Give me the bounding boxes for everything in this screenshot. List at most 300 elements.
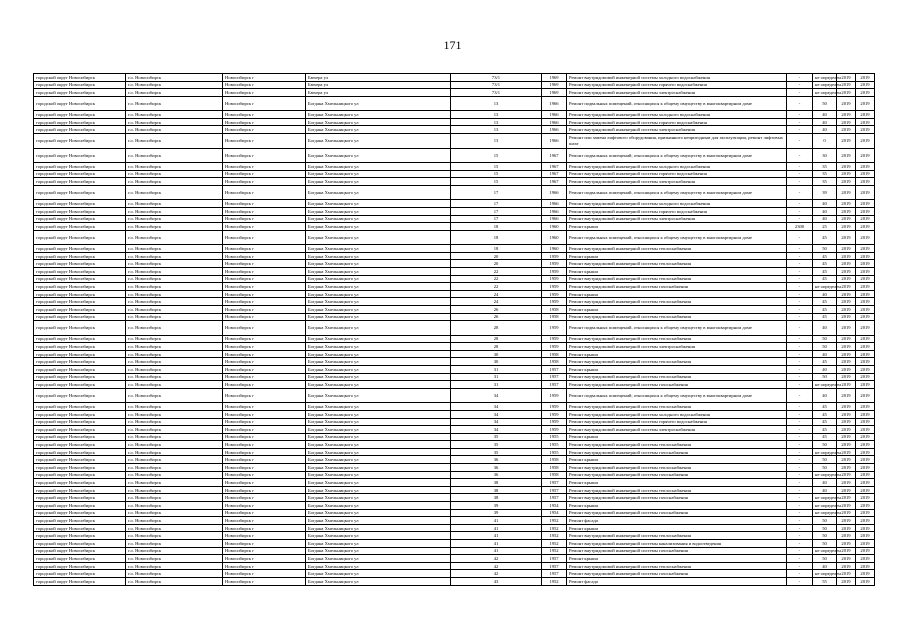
house-cell: 17: [451, 215, 542, 223]
cost-cell: 50: [813, 540, 837, 548]
okrug-cell: городской округ Новосибирск: [34, 456, 126, 464]
city-cell: Новосибирск г: [223, 456, 306, 464]
table-row: [34, 268, 875, 276]
cost-cell: 35: [813, 170, 837, 178]
work-cell: Ремонт внутридомовой инженерной системы холодного водоснабжения: [567, 200, 787, 208]
work-cell: Ремонт внутридомовой инженерной системы газоснабжения: [567, 570, 787, 578]
okrug-cell: городской округ Новосибирск: [34, 81, 126, 89]
city-cell: Новосибирск г: [223, 373, 306, 381]
city-type-cell: г.о. Новосибирск: [126, 134, 223, 149]
city-cell: Новосибирск г: [223, 577, 306, 585]
table-row: [34, 96, 875, 111]
plan-year-end-cell: 2019: [856, 441, 875, 449]
city-type-cell: г.о. Новосибирск: [126, 448, 223, 456]
street-cell: Богдана Хмельницкого ул: [306, 373, 451, 381]
city-type-cell: г.о. Новосибирск: [126, 215, 223, 223]
year-cell: 1959: [542, 403, 567, 411]
house-cell: 36: [451, 464, 542, 472]
cost-cell: 45: [813, 358, 837, 366]
street-cell: Богдана Хмельницкого ул: [306, 298, 451, 306]
plan-year-start-cell: 2019: [837, 207, 856, 215]
plan-year-start-cell: 2019: [837, 170, 856, 178]
plan-year-start-cell: 2019: [837, 283, 856, 291]
table-row: [34, 426, 875, 434]
plan-year-start-cell: 2019: [837, 81, 856, 89]
year-cell: 1969: [542, 89, 567, 97]
cost-cell: 45: [813, 426, 837, 434]
city-cell: Новосибирск г: [223, 486, 306, 494]
area-cell: -: [787, 433, 813, 441]
table-row: [34, 170, 875, 178]
work-cell: Ремонт внутридомовой инженерной системы электроснабжения: [567, 126, 787, 134]
table-row: [34, 111, 875, 119]
city-type-cell: г.о. Новосибирск: [126, 290, 223, 298]
work-cell: Ремонт крыши: [567, 305, 787, 313]
plan-year-end-cell: 2019: [856, 502, 875, 510]
year-cell: 1959: [542, 298, 567, 306]
okrug-cell: городской округ Новосибирск: [34, 350, 126, 358]
okrug-cell: городской округ Новосибирск: [34, 433, 126, 441]
work-cell: Ремонт внутридомовой инженерной системы теплоснабжения: [567, 562, 787, 570]
plan-year-start-cell: 2019: [837, 230, 856, 245]
street-cell: Бюхера ул: [306, 74, 451, 82]
table-row: [34, 81, 875, 89]
okrug-cell: городской округ Новосибирск: [34, 163, 126, 171]
house-cell: 24: [451, 298, 542, 306]
year-cell: 1957: [542, 562, 567, 570]
work-cell: Ремонт внутридомовой инженерной системы горячего водоснабжения: [567, 81, 787, 89]
city-type-cell: г.о. Новосибирск: [126, 456, 223, 464]
year-cell: 1954: [542, 509, 567, 517]
year-cell: 1959: [542, 252, 567, 260]
street-cell: Богдана Хмельницкого ул: [306, 441, 451, 449]
area-cell: -: [787, 524, 813, 532]
okrug-cell: городской округ Новосибирск: [34, 577, 126, 585]
table-row: [34, 381, 875, 389]
plan-year-end-cell: 2019: [856, 96, 875, 111]
city-type-cell: г.о. Новосибирск: [126, 148, 223, 163]
plan-year-end-cell: 2019: [856, 81, 875, 89]
table-row: [34, 207, 875, 215]
table-row: [34, 223, 875, 231]
cost-cell: не определен: [813, 74, 837, 82]
plan-year-start-cell: 2019: [837, 448, 856, 456]
area-cell: -: [787, 118, 813, 126]
house-cell: 42: [451, 555, 542, 563]
city-type-cell: г.о. Новосибирск: [126, 547, 223, 555]
house-cell: 42: [451, 570, 542, 578]
plan-year-start-cell: 2019: [837, 517, 856, 525]
work-cell: Ремонт подвальных помещений, относящихся к общему имуществу в многоквартирном доме: [567, 96, 787, 111]
street-cell: Богдана Хмельницкого ул: [306, 381, 451, 389]
table-body: [34, 74, 875, 586]
plan-year-end-cell: 2019: [856, 148, 875, 163]
okrug-cell: городской округ Новосибирск: [34, 298, 126, 306]
cost-cell: 40: [813, 479, 837, 487]
table-row: [34, 366, 875, 374]
year-cell: 1966: [542, 118, 567, 126]
street-cell: Богдана Хмельницкого ул: [306, 426, 451, 434]
area-cell: -: [787, 321, 813, 336]
plan-year-start-cell: 2019: [837, 358, 856, 366]
street-cell: Богдана Хмельницкого ул: [306, 479, 451, 487]
table-row: [34, 555, 875, 563]
plan-year-start-cell: 2019: [837, 268, 856, 276]
area-cell: -: [787, 170, 813, 178]
cost-cell: 45: [813, 433, 837, 441]
plan-year-end-cell: 2019: [856, 358, 875, 366]
plan-year-start-cell: 2019: [837, 305, 856, 313]
area-cell: -: [787, 471, 813, 479]
okrug-cell: городской округ Новосибирск: [34, 134, 126, 149]
plan-year-end-cell: 2019: [856, 268, 875, 276]
street-cell: Богдана Хмельницкого ул: [306, 215, 451, 223]
cost-cell: 45: [813, 268, 837, 276]
street-cell: Богдана Хмельницкого ул: [306, 290, 451, 298]
plan-year-end-cell: 2019: [856, 178, 875, 186]
okrug-cell: городской округ Новосибирск: [34, 509, 126, 517]
area-cell: -: [787, 570, 813, 578]
work-cell: Ремонт внутридомовой инженерной системы электроснабжения: [567, 343, 787, 351]
cost-cell: 39: [813, 185, 837, 200]
street-cell: Богдана Хмельницкого ул: [306, 178, 451, 186]
area-cell: -: [787, 81, 813, 89]
house-cell: 18: [451, 230, 542, 245]
table-row: [34, 126, 875, 134]
area-cell: -: [787, 464, 813, 472]
year-cell: 1959: [542, 335, 567, 343]
plan-year-start-cell: 2019: [837, 298, 856, 306]
city-type-cell: г.о. Новосибирск: [126, 223, 223, 231]
plan-year-start-cell: 2019: [837, 388, 856, 403]
area-cell: -: [787, 245, 813, 253]
plan-year-start-cell: 2019: [837, 471, 856, 479]
year-cell: 1966: [542, 126, 567, 134]
table-row: [34, 230, 875, 245]
year-cell: 1967: [542, 178, 567, 186]
year-cell: 1966: [542, 185, 567, 200]
city-cell: Новосибирск г: [223, 134, 306, 149]
city-type-cell: г.о. Новосибирск: [126, 126, 223, 134]
city-type-cell: г.о. Новосибирск: [126, 426, 223, 434]
plan-year-start-cell: 2019: [837, 570, 856, 578]
year-cell: 1955: [542, 448, 567, 456]
house-cell: 41: [451, 524, 542, 532]
cost-cell: 35: [813, 178, 837, 186]
work-cell: Ремонт подвальных помещений, относящихся к общему имуществу в многоквартирном доме: [567, 321, 787, 336]
year-cell: 1952: [542, 524, 567, 532]
okrug-cell: городской округ Новосибирск: [34, 111, 126, 119]
cost-cell: 40: [813, 207, 837, 215]
house-cell: 18: [451, 245, 542, 253]
work-cell: Ремонт внутридомовой инженерной системы холодного водоснабжения: [567, 74, 787, 82]
plan-year-end-cell: 2019: [856, 426, 875, 434]
cost-cell: 50: [813, 373, 837, 381]
house-cell: 30: [451, 350, 542, 358]
table-row: [34, 577, 875, 585]
city-type-cell: г.о. Новосибирск: [126, 178, 223, 186]
area-cell: -: [787, 403, 813, 411]
area-cell: -: [787, 74, 813, 82]
house-cell: 30: [451, 358, 542, 366]
plan-year-start-cell: 2019: [837, 373, 856, 381]
year-cell: 1959: [542, 426, 567, 434]
work-cell: Ремонт крыши: [567, 268, 787, 276]
plan-year-start-cell: 2019: [837, 577, 856, 585]
cost-cell: не определен: [813, 448, 837, 456]
area-cell: -: [787, 290, 813, 298]
plan-year-end-cell: 2019: [856, 245, 875, 253]
plan-year-end-cell: 2019: [856, 464, 875, 472]
plan-year-end-cell: 2019: [856, 89, 875, 97]
plan-year-start-cell: 2019: [837, 89, 856, 97]
work-cell: Ремонт фасада: [567, 517, 787, 525]
work-cell: Ремонт крыши: [567, 366, 787, 374]
year-cell: 1954: [542, 502, 567, 510]
work-cell: Ремонт крыши: [567, 479, 787, 487]
table-row: [34, 456, 875, 464]
plan-year-end-cell: 2019: [856, 290, 875, 298]
work-cell: Ремонт внутридомовой инженерной системы горячего водоснабжения: [567, 170, 787, 178]
city-cell: Новосибирск г: [223, 335, 306, 343]
city-type-cell: г.о. Новосибирск: [126, 540, 223, 548]
work-cell: Ремонт крыши: [567, 252, 787, 260]
table-row: [34, 358, 875, 366]
area-cell: -: [787, 335, 813, 343]
plan-year-end-cell: 2019: [856, 343, 875, 351]
plan-year-end-cell: 2019: [856, 418, 875, 426]
plan-year-end-cell: 2019: [856, 207, 875, 215]
work-cell: Ремонт внутридомовой инженерной системы теплоснабжения: [567, 358, 787, 366]
cost-cell: 40: [813, 486, 837, 494]
okrug-cell: городской округ Новосибирск: [34, 89, 126, 97]
city-cell: Новосибирск г: [223, 448, 306, 456]
plan-year-end-cell: 2019: [856, 540, 875, 548]
table-row: [34, 388, 875, 403]
table-row: [34, 148, 875, 163]
city-cell: Новосибирск г: [223, 479, 306, 487]
street-cell: Богдана Хмельницкого ул: [306, 388, 451, 403]
city-cell: Новосибирск г: [223, 207, 306, 215]
table-row: [34, 471, 875, 479]
year-cell: 1960: [542, 223, 567, 231]
okrug-cell: городской округ Новосибирск: [34, 290, 126, 298]
year-cell: 1966: [542, 200, 567, 208]
city-type-cell: г.о. Новосибирск: [126, 350, 223, 358]
street-cell: Богдана Хмельницкого ул: [306, 547, 451, 555]
okrug-cell: городской округ Новосибирск: [34, 74, 126, 82]
area-cell: -: [787, 313, 813, 321]
year-cell: 1958: [542, 358, 567, 366]
table-row: [34, 305, 875, 313]
city-cell: Новосибирск г: [223, 547, 306, 555]
city-cell: Новосибирск г: [223, 252, 306, 260]
cost-cell: 50: [813, 456, 837, 464]
city-type-cell: г.о. Новосибирск: [126, 252, 223, 260]
cost-cell: не определен: [813, 381, 837, 389]
plan-year-start-cell: 2019: [837, 555, 856, 563]
city-type-cell: г.о. Новосибирск: [126, 494, 223, 502]
cost-cell: 40: [813, 366, 837, 374]
cost-cell: 45: [813, 305, 837, 313]
plan-year-start-cell: 2019: [837, 343, 856, 351]
city-cell: Новосибирск г: [223, 81, 306, 89]
cost-cell: 25: [813, 223, 837, 231]
plan-year-start-cell: 2019: [837, 494, 856, 502]
city-type-cell: г.о. Новосибирск: [126, 562, 223, 570]
house-cell: 31: [451, 366, 542, 374]
plan-year-end-cell: 2019: [856, 555, 875, 563]
area-cell: -: [787, 96, 813, 111]
city-type-cell: г.о. Новосибирск: [126, 577, 223, 585]
cost-cell: 40: [813, 562, 837, 570]
table-row: [34, 433, 875, 441]
area-cell: -: [787, 230, 813, 245]
city-type-cell: г.о. Новосибирск: [126, 486, 223, 494]
house-cell: 41: [451, 547, 542, 555]
street-cell: Богдана Хмельницкого ул: [306, 524, 451, 532]
house-cell: 36: [451, 471, 542, 479]
year-cell: 1959: [542, 418, 567, 426]
street-cell: Богдана Хмельницкого ул: [306, 570, 451, 578]
okrug-cell: городской округ Новосибирск: [34, 178, 126, 186]
house-cell: 15: [451, 163, 542, 171]
area-cell: -: [787, 283, 813, 291]
table-row: [34, 298, 875, 306]
city-type-cell: г.о. Новосибирск: [126, 532, 223, 540]
work-cell: Ремонт внутридомовой инженерной системы холодного водоснабжения: [567, 163, 787, 171]
house-cell: 38: [451, 486, 542, 494]
year-cell: 1955: [542, 433, 567, 441]
plan-year-start-cell: 2019: [837, 96, 856, 111]
street-cell: Богдана Хмельницкого ул: [306, 252, 451, 260]
cost-cell: не определен: [813, 471, 837, 479]
okrug-cell: городской округ Новосибирск: [34, 373, 126, 381]
plan-year-start-cell: 2019: [837, 410, 856, 418]
house-cell: 41: [451, 517, 542, 525]
house-cell: 38: [451, 479, 542, 487]
city-type-cell: г.о. Новосибирск: [126, 524, 223, 532]
area-cell: -: [787, 215, 813, 223]
work-cell: Ремонт внутридомовой инженерной системы газоснабжения: [567, 547, 787, 555]
plan-year-end-cell: 2019: [856, 350, 875, 358]
city-cell: Новосибирск г: [223, 517, 306, 525]
work-cell: Ремонт внутридомовой инженерной системы электроснабжения: [567, 215, 787, 223]
city-cell: Новосибирск г: [223, 350, 306, 358]
okrug-cell: городской округ Новосибирск: [34, 486, 126, 494]
cost-cell: 50: [813, 335, 837, 343]
city-type-cell: г.о. Новосибирск: [126, 230, 223, 245]
city-type-cell: г.о. Новосибирск: [126, 464, 223, 472]
city-cell: Новосибирск г: [223, 532, 306, 540]
plan-year-start-cell: 2019: [837, 441, 856, 449]
plan-year-start-cell: 2019: [837, 178, 856, 186]
year-cell: 1957: [542, 479, 567, 487]
city-cell: Новосибирск г: [223, 403, 306, 411]
cost-cell: 45: [813, 252, 837, 260]
house-cell: 34: [451, 388, 542, 403]
area-cell: -: [787, 89, 813, 97]
area-cell: -: [787, 111, 813, 119]
work-cell: Ремонт подвальных помещений, относящихся к общему имуществу в многоквартирном доме: [567, 148, 787, 163]
work-cell: Ремонт крыши: [567, 290, 787, 298]
cost-cell: 40: [813, 215, 837, 223]
work-cell: Ремонт внутридомовой инженерной системы газоснабжения: [567, 381, 787, 389]
table-row: [34, 163, 875, 171]
house-cell: 13: [451, 118, 542, 126]
house-cell: 41: [451, 540, 542, 548]
plan-year-end-cell: 2019: [856, 410, 875, 418]
okrug-cell: городской округ Новосибирск: [34, 547, 126, 555]
okrug-cell: городской округ Новосибирск: [34, 471, 126, 479]
house-cell: 34: [451, 403, 542, 411]
area-cell: -: [787, 350, 813, 358]
house-cell: 34: [451, 426, 542, 434]
year-cell: 1958: [542, 464, 567, 472]
plan-year-end-cell: 2019: [856, 403, 875, 411]
street-cell: Богдана Хмельницкого ул: [306, 502, 451, 510]
city-type-cell: г.о. Новосибирск: [126, 118, 223, 126]
work-cell: Ремонт крыши: [567, 502, 787, 510]
cost-cell: 35: [813, 163, 837, 171]
city-type-cell: г.о. Новосибирск: [126, 313, 223, 321]
okrug-cell: городской округ Новосибирск: [34, 562, 126, 570]
year-cell: 1966: [542, 96, 567, 111]
city-cell: Новосибирск г: [223, 471, 306, 479]
year-cell: 1958: [542, 305, 567, 313]
okrug-cell: городской округ Новосибирск: [34, 502, 126, 510]
street-cell: Богдана Хмельницкого ул: [306, 540, 451, 548]
okrug-cell: городской округ Новосибирск: [34, 268, 126, 276]
house-cell: 36: [451, 456, 542, 464]
okrug-cell: городской округ Новосибирск: [34, 230, 126, 245]
plan-year-end-cell: 2019: [856, 577, 875, 585]
city-cell: Новосибирск г: [223, 215, 306, 223]
year-cell: 1966: [542, 111, 567, 119]
work-cell: Ремонт внутридомовой инженерной системы теплоснабжения: [567, 275, 787, 283]
year-cell: 1959: [542, 275, 567, 283]
plan-year-start-cell: 2019: [837, 335, 856, 343]
plan-year-start-cell: 2019: [837, 200, 856, 208]
city-type-cell: г.о. Новосибирск: [126, 381, 223, 389]
area-cell: -: [787, 502, 813, 510]
cost-cell: 40: [813, 290, 837, 298]
city-cell: Новосибирск г: [223, 290, 306, 298]
work-cell: Ремонт внутридомовой инженерной системы теплоснабжения: [567, 298, 787, 306]
city-cell: Новосибирск г: [223, 494, 306, 502]
plan-year-start-cell: 2019: [837, 275, 856, 283]
house-cell: 28: [451, 335, 542, 343]
city-type-cell: г.о. Новосибирск: [126, 260, 223, 268]
city-type-cell: г.о. Новосибирск: [126, 358, 223, 366]
plan-year-start-cell: 2019: [837, 403, 856, 411]
area-cell: -: [787, 426, 813, 434]
cost-cell: 45: [813, 275, 837, 283]
house-cell: 31: [451, 381, 542, 389]
cost-cell: 50: [813, 517, 837, 525]
city-cell: Новосибирск г: [223, 562, 306, 570]
work-cell: Ремонт внутридомовой инженерной системы теплоснабжения: [567, 403, 787, 411]
area-cell: -: [787, 418, 813, 426]
city-type-cell: г.о. Новосибирск: [126, 403, 223, 411]
work-cell: Ремонт крыши: [567, 555, 787, 563]
cost-cell: 40: [813, 388, 837, 403]
house-cell: 28: [451, 321, 542, 336]
plan-year-end-cell: 2019: [856, 524, 875, 532]
table-row: [34, 410, 875, 418]
plan-year-end-cell: 2019: [856, 134, 875, 149]
area-cell: -: [787, 456, 813, 464]
